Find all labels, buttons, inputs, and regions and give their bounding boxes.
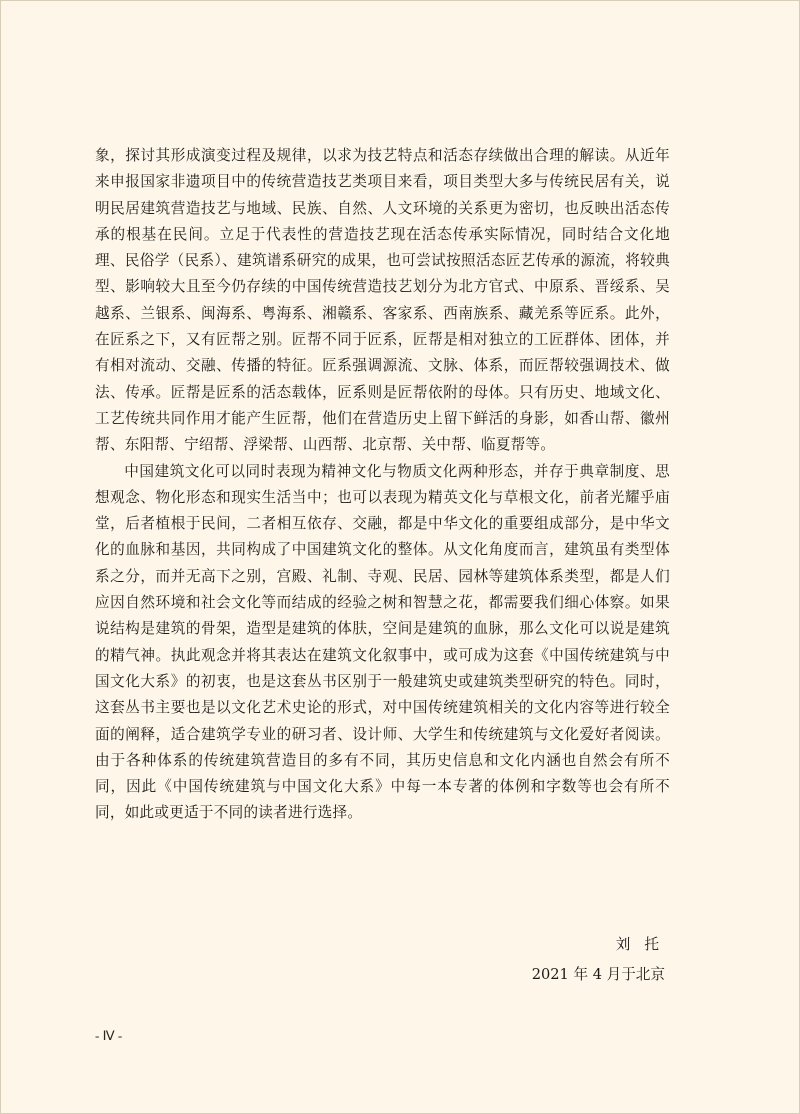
date-place: 2021 年 4 月于北京 bbox=[531, 966, 665, 983]
signature-block bbox=[531, 930, 673, 990]
author-name: 刘托 bbox=[615, 936, 673, 953]
page-number: - Ⅳ - bbox=[95, 1028, 123, 1043]
main-text bbox=[95, 143, 670, 827]
paragraph-2: 中国建筑文化可以同时表现为精神文化与物质文化两种形态，并存于典章制度、思想观念、物化形态和现实生活当中；也可以表现为精英文化与草根文化，前者光耀乎庙堂，后者植根于民间，二者相互依存、交融，都是中华文化的重要组成部分，是中华文化的血脉和基因，共同构成了中国建筑文化的整体。从文化角度而言，建筑虽有类型体系之分，而并无高下之别，宫殿、礼制、寺观、民居、园林等建筑体系类型，都是人们应因自然环境和社会文化等而结成的经验之树和智慧之花，都需要我们细心体察。如果说结构是建筑的骨架，造型是建筑的体肤，空间是建筑的血脉，那么文化可以说是建筑的精气神。执此观念并将其表达在建筑文化叙事中，或可成为这套《中国传统建筑与中国文化大系》的初衷，也是这套丛书区别于一般建筑史或建筑类型研究的特色。同时，这套丛书主要也是以文化艺术史论的形式，对中国传统建筑相关的文化内容等进行较全面的阐释，适合建筑学专业的研习者、设计师、大学生和传统建筑与文化爱好者阅读。由于各种体系的传统建筑营造目的多有不同，其历史信息和文化内涵也自然会有所不同，因此《中国传统建筑与中国文化大系》中每一本专著的体例和字数等也会有所不同，如此或更适于不同的读者进行选择。 bbox=[95, 462, 670, 822]
paragraph-1: 象，探讨其形成演变过程及规律，以求为技艺特点和活态存续做出合理的解读。从近年来申报国家非遗项目中的传统营造技艺类项目来看，项目类型大多与传统民居有关，说明民居建筑营造技艺与地域、民族、自然、人文环境的关系更为密切，也反映出活态传承的根基在民间。立足于代表性的营造技艺现在活态传承实际情况，同时结合文化地理、民俗学（民系）、建筑谱系研究的成果，也可尝试按照活态匠艺传承的源流，将较典型、影响较大且至今仍存续的中国传统营造技艺划分为北方官式、中原系、晋绥系、吴越系、兰银系、闽海系、粤海系、湘赣系、客家系、西南族系、藏羌系等匠系。此外，在匠系之下，又有匠帮之别。匠帮不同于匠系，匠帮是相对独立的工匠群体、团体，并有相对流动、交融、传播的特征。匠系强调源流、文脉、体系，而匠帮较强调技术、做法、传承。匠帮是匠系的活态载体，匠系则是匠帮依附的母体。只有历史、地域文化、工艺传统共同作用才能产生匠帮，他们在营造历史上留下鲜活的身影，如香山帮、徽州帮、东阳帮、宁绍帮、浮梁帮、山西帮、北京帮、关中帮、临夏帮等。 bbox=[95, 147, 670, 454]
